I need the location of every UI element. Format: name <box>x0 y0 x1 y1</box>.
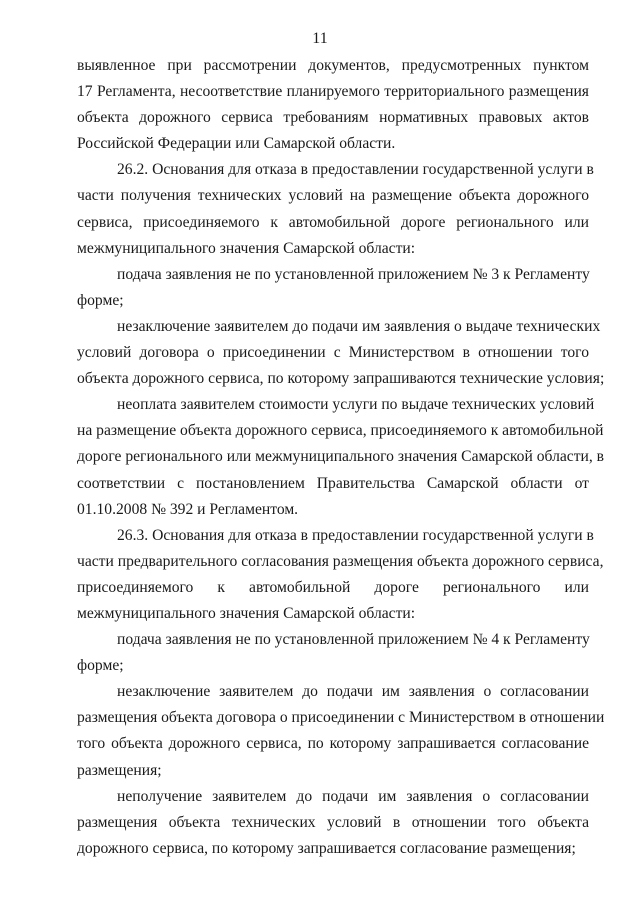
text-line: на размещение объекта дорожного сервиса, присоединяемого к автомобильной <box>77 422 604 440</box>
text-line: выявленное при рассмотрении документов, предусмотренных пунктом <box>77 57 589 74</box>
text-line: дорожного сервиса, по которому запрашивается согласование размещения; <box>77 839 576 857</box>
paragraph-26-3 <box>77 523 604 627</box>
paragraph <box>77 679 605 783</box>
text-line: размещения; <box>77 761 162 779</box>
text-line: неполучение заявителем до подачи им заявления о согласовании <box>117 787 589 805</box>
text-line: дороге регионального или межмуниципального значения Самарской области, в <box>77 448 605 466</box>
text-line: условий договора о присоединении с Министерством в отношении того <box>77 344 589 362</box>
document-body <box>77 53 605 862</box>
text-line: 26.2. Основания для отказа в предоставлении государственной услуги в <box>117 161 594 179</box>
text-line: присоединяемого к автомобильной дороге регионального или <box>77 578 589 596</box>
text-line: незаключение заявителем до подачи им заявления о выдаче технических <box>117 317 601 335</box>
text-line: размещения объекта технических условий в отношении того объекта <box>77 813 589 831</box>
text-line: части предварительного согласования размещения объекта дорожного сервиса, <box>77 552 604 570</box>
text-line: того объекта дорожного сервиса, по которому запрашивается согласование <box>77 735 589 753</box>
text-line: подача заявления не по установленной приложением № 4 к Регламенту <box>117 631 590 649</box>
text-line: неоплата заявителем стоимости услуги по выдаче технических условий <box>117 396 595 414</box>
paragraph <box>77 314 605 392</box>
text-line: незаключение заявителем до подачи им заявления о согласовании <box>117 683 589 701</box>
text-line: части получения технических условий на размещение объекта дорожного <box>77 187 589 205</box>
text-line: Российской Федерации или Самарской области. <box>77 135 396 153</box>
paragraph <box>77 392 605 522</box>
text-line: межмуниципального значения Самарской области: <box>77 604 416 622</box>
text-line: подача заявления не по установленной приложением № 3 к Регламенту <box>117 265 590 283</box>
text-line: размещения объекта договора о присоединении с Министерством в отношении <box>77 709 605 727</box>
paragraph <box>77 627 589 679</box>
text-line: объекта дорожного сервиса, по которому запрашиваются технические условия; <box>77 370 605 388</box>
text-line: объекта дорожного сервиса требованиям нормативных правовых актов <box>77 109 589 127</box>
text-line: соответствии с постановлением Правительства Самарской области от <box>77 474 589 492</box>
paragraph <box>77 784 589 862</box>
text-line: форме; <box>77 657 124 675</box>
text-line: 26.3. Основания для отказа в предоставлении государственной услуги в <box>117 526 594 544</box>
page-number: 11 <box>312 30 328 47</box>
text-line: 17 Регламента, несоответствие планируемого территориального размещения <box>77 83 589 101</box>
text-line: сервиса, присоединяемого к автомобильной дороге регионального или <box>77 213 589 231</box>
text-line: форме; <box>77 291 124 309</box>
paragraph <box>77 262 589 314</box>
paragraph-26-2 <box>77 157 594 261</box>
paragraph <box>77 53 589 157</box>
text-line: межмуниципального значения Самарской области: <box>77 239 416 257</box>
text-line: 01.10.2008 № 392 и Регламентом. <box>77 500 299 518</box>
